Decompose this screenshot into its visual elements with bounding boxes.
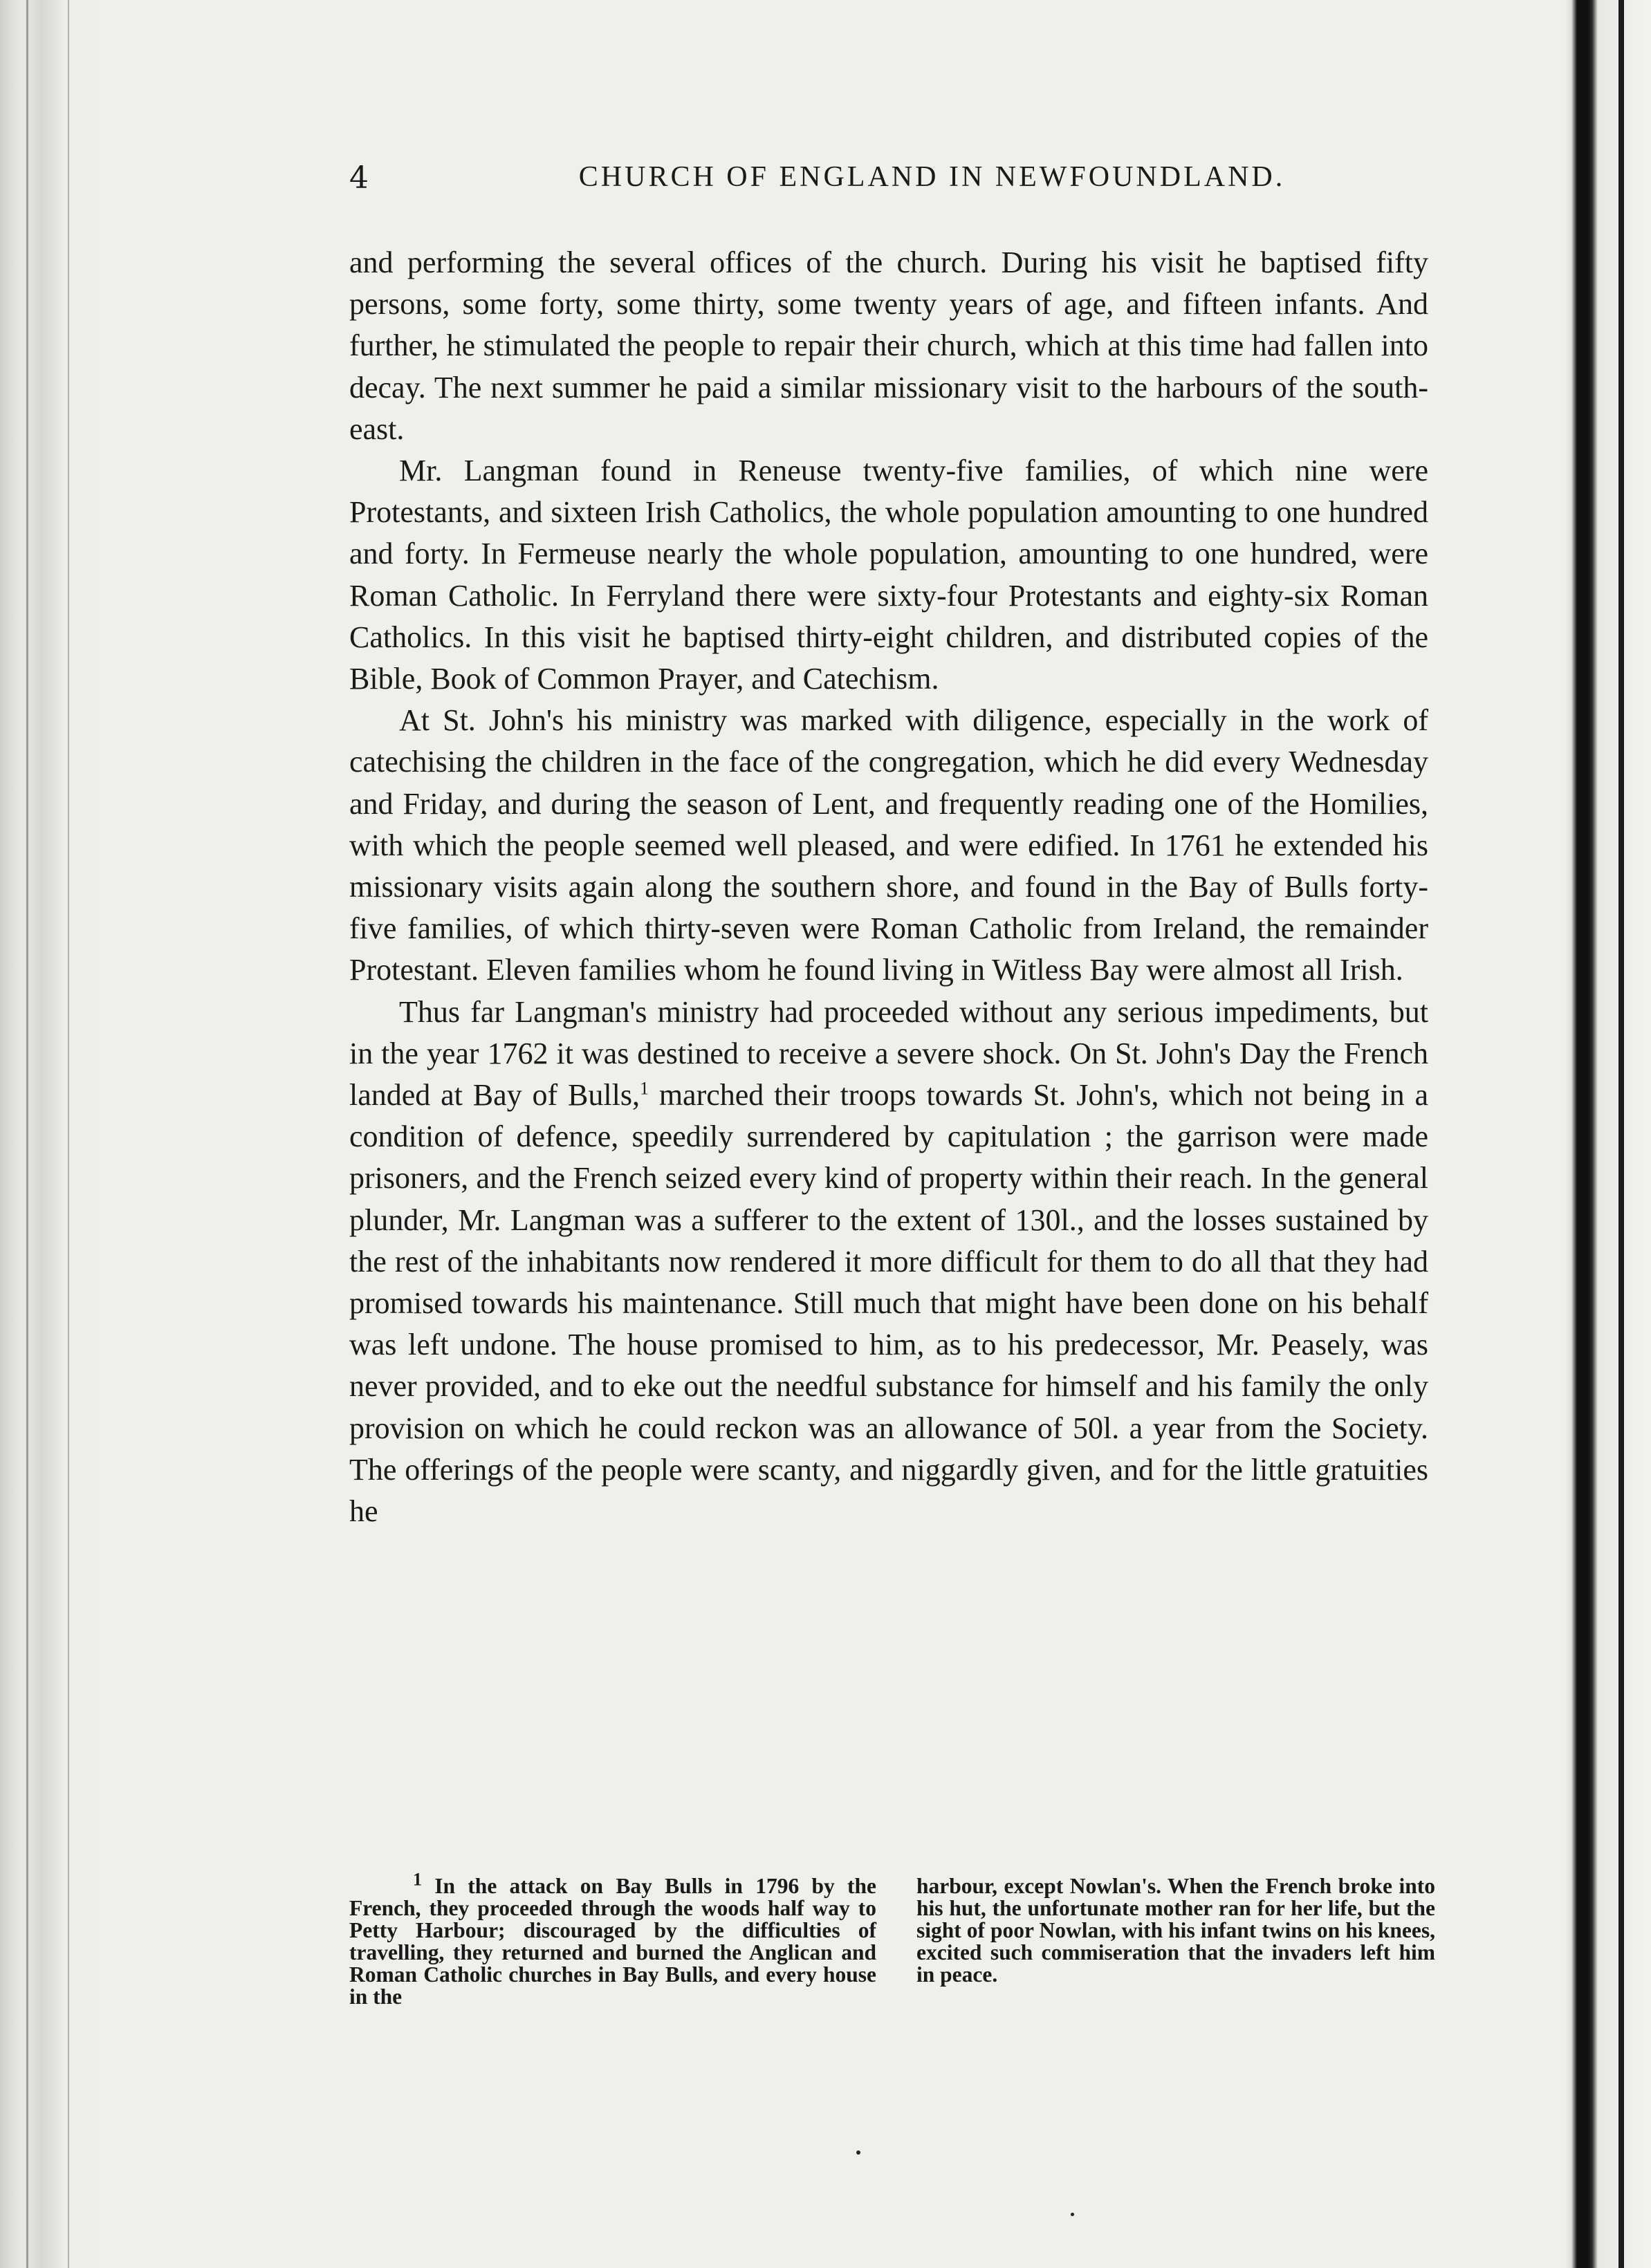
page-header <box>349 160 1432 209</box>
main-text <box>349 242 1428 1532</box>
footnote-text: In the attack on Bay Bulls in 1796 by the French, they proceeded through the woods half way to Petty Harbour; discouraged by the difficulties of travelling, they returned and burned the Anglican and Roman Catholic churches in Bay Bulls, and every house in the <box>349 1874 876 2009</box>
footnote-text: harbour, except Nowlan's. When the French broke into his hut, the unfortunate mother ran for her life, but the sight of poor Nowlan, with his infant twins on his knees, excited such commiseration that the invaders left him in peace. <box>916 1874 1435 1987</box>
paragraph: Mr. Langman found in Reneuse twenty-five families, of which nine were Protestants, and sixteen Irish Catholics, the whole population amounting to one hundred and forty. In Fermeuse nearly the whole population, amounting to one hundred, were Roman Catholic. In Ferryland there were sixty-four Protestants and eighty-six Roman Catholics. In this visit he baptised thirty-eight children, and distributed copies of the Bible, Book of Common Prayer, and Catechism. <box>349 454 1428 696</box>
paragraph: and performing the several offices of the church. During his visit he baptised fifty persons, some forty, some thirty, some twenty years of age, and fifteen infants. And further, he stimulated the people to repair their church, which at this time had fallen into decay. The next summer he paid a similar missionary visit to the harbours of the south-east. <box>349 245 1428 446</box>
page-number: 4 <box>349 160 369 196</box>
footnote-reference: 1 <box>639 1078 649 1099</box>
paragraph: At St. John's his ministry was marked with diligence, especially in the work of catechising the children in the face of the congregation, which he did every Wednesday and Friday, and during the season of Lent, and frequently reading one of the Homilies, with which the people seemed well pleased, and were edified. In 1761 he extended his missionary visits again along the southern shore, and found in the Bay of Bulls forty-five families, of which thirty-seven were Roman Catholic from Ireland, the remainder Protestant. Eleven families whom he found living in Witless Bay were almost all Irish. <box>349 703 1428 987</box>
footnote-column-2 <box>916 1875 1435 1986</box>
running-head: CHURCH OF ENGLAND IN NEWFOUNDLAND. <box>578 161 1286 193</box>
footnote <box>349 1869 1435 2041</box>
paragraph-text: Thus far Langman's ministry had proceeded without any serious impediments, but in the year 1762 it was destined to receive a severe shock. On St. John's Day the French landed at Bay of Bulls, <box>349 994 1428 1113</box>
paragraph <box>349 992 1428 1533</box>
footnote-column-1 <box>349 1869 876 2009</box>
scan-speck <box>856 2150 860 2155</box>
footnote-marker: 1 <box>413 1869 422 1890</box>
paragraph-text: marched their troops towards St. John's, which not being in a condition of defence, speedily surrendered by capitulation ; the garrison were made prisoners, and the French seized every kind of property within their reach. In the general plunder, Mr. Langman was a sufferer to the extent of 130l., and the losses sustained by the rest of the inhabitants now rendered it more difficult for them to do all that they had promised towards his maintenance. Still much that might have been done on his behalf was left undone. The house promised to him, as to his predecessor, Mr. Peasely, was never provided, and to eke out the needful substance for himself and his family the only provision on which he could reckon was an allowance of 50l. a year from the Society. The offerings of the people were scanty, and niggardly given, and for the little gratuities he <box>349 1078 1428 1529</box>
scan-speck <box>1071 2213 1074 2216</box>
